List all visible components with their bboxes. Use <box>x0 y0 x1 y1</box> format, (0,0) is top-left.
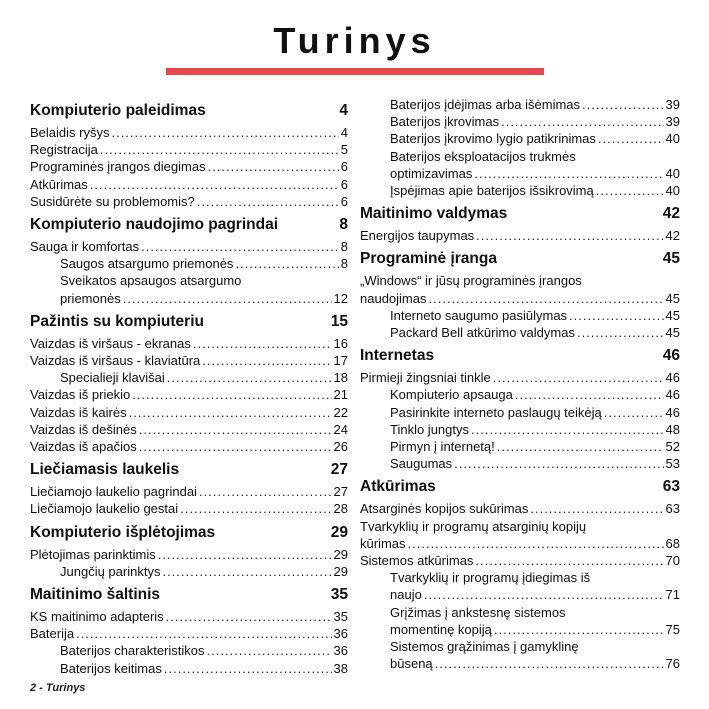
toc-entry[interactable] <box>30 176 348 193</box>
dot-leader <box>139 421 332 438</box>
toc-entry-page: 46 <box>665 387 680 403</box>
toc-entry-page: 48 <box>665 421 680 437</box>
toc-entry-page: 45 <box>665 307 680 323</box>
toc-entry-page: 17 <box>333 353 348 369</box>
toc-section-heading[interactable] <box>30 524 348 546</box>
toc-section-heading[interactable] <box>360 347 680 369</box>
dot-leader <box>202 352 331 369</box>
toc-entry-title: Liečiamojo laukelio pagrindai <box>30 484 197 500</box>
toc-section <box>30 313 348 455</box>
dot-leader <box>208 158 339 175</box>
section-heading-page: 27 <box>330 461 348 479</box>
toc-section <box>30 216 348 307</box>
toc-entry[interactable] <box>360 130 680 147</box>
toc-entry-title: Vaizdas iš viršaus - klaviatūra <box>30 353 201 369</box>
toc-entry-page: 8 <box>340 256 348 272</box>
toc-entry-title: Vaizdas iš apačios <box>30 439 137 455</box>
toc-entry-page: 26 <box>333 439 348 455</box>
toc-entry-title: Specialieji klavišai <box>60 370 165 386</box>
dot-leader <box>123 290 332 307</box>
dot-leader <box>235 255 338 272</box>
toc-entry-title: Susidūrėte su problemomis? <box>30 193 195 209</box>
toc-section-heading[interactable] <box>30 313 348 335</box>
toc-entry[interactable] <box>30 335 348 352</box>
toc-entry-title: priemonės <box>60 290 121 306</box>
toc-entry[interactable] <box>360 369 680 386</box>
toc-entry-page: 40 <box>665 131 680 147</box>
dot-leader <box>100 141 339 158</box>
dot-leader <box>474 165 663 182</box>
toc-entry-page: 36 <box>333 643 348 659</box>
toc-entry-page: 35 <box>333 609 348 625</box>
section-heading-title: Internetas <box>360 347 435 365</box>
section-heading-title: Programinė įranga <box>360 250 497 268</box>
toc-entry-title: Plėtojimas parinktimis <box>30 546 156 562</box>
page-title: Turinys <box>273 20 436 61</box>
section-heading-title: Kompiuterio išplėtojimas <box>30 523 216 541</box>
toc-entry-page: 36 <box>333 626 348 642</box>
dot-leader <box>132 386 331 403</box>
toc-section <box>360 250 680 341</box>
dot-leader <box>530 500 663 517</box>
toc-entry[interactable] <box>360 638 680 672</box>
toc-entry[interactable] <box>30 563 348 580</box>
toc-entry-title: Pasirinkite interneto paslaugų teikėją <box>390 404 602 420</box>
page-footer: 2 - Turinys <box>30 682 86 694</box>
toc-entry[interactable] <box>360 182 680 199</box>
toc-entry-title-line: Sistemos grąžinimas į gamyklinę <box>390 639 579 655</box>
toc-section-heading[interactable] <box>30 461 348 483</box>
toc-section-continuation <box>360 96 680 199</box>
section-heading-page: 63 <box>662 478 680 496</box>
dot-leader <box>493 369 664 386</box>
toc-entry-page: 27 <box>333 484 348 500</box>
dot-leader <box>515 386 664 403</box>
toc-entry[interactable] <box>30 255 348 272</box>
section-heading-title: Kompiuterio paleidimas <box>30 102 206 119</box>
section-heading-page: 15 <box>330 312 348 330</box>
toc-entry[interactable] <box>360 307 680 324</box>
toc-entry-page: 6 <box>340 159 348 175</box>
toc-entry-page: 16 <box>333 335 348 351</box>
toc-entry[interactable] <box>360 113 680 130</box>
dot-leader <box>90 176 339 193</box>
toc-entry-title: Liečiamojo laukelio gestai <box>30 501 179 517</box>
dot-leader <box>193 335 332 352</box>
section-heading-page: 46 <box>662 347 680 365</box>
dot-leader <box>207 642 332 659</box>
toc-entry-page: 42 <box>665 228 680 244</box>
toc-entry-title: Atkūrimas <box>30 176 88 192</box>
dot-leader <box>569 307 663 324</box>
toc-section-heading[interactable] <box>30 586 348 608</box>
toc-entry[interactable] <box>30 483 348 500</box>
toc-entry[interactable] <box>30 386 348 403</box>
toc-entry-page: 39 <box>665 97 680 112</box>
toc-left-column <box>30 98 348 683</box>
dot-leader <box>604 404 664 421</box>
toc-entry[interactable] <box>30 500 348 517</box>
toc-entry-page: 18 <box>333 370 348 386</box>
toc-entry[interactable] <box>30 608 348 625</box>
toc-entry-page: 24 <box>333 421 348 437</box>
toc-entry-page: 71 <box>665 587 680 603</box>
dot-leader <box>497 438 664 455</box>
section-heading-page: 42 <box>662 205 680 223</box>
toc-entry[interactable] <box>360 421 680 438</box>
toc-entry-title: Sistemos atkūrimas <box>360 553 474 569</box>
toc-entry-title: momentinę kopiją <box>390 621 492 637</box>
toc-entry-page: 76 <box>665 656 680 672</box>
dot-leader <box>471 421 664 438</box>
toc-entry-title: Įspėjimas apie baterijos išsikrovimą <box>390 183 594 199</box>
dot-leader <box>180 500 331 517</box>
toc-entry-title: Programinės įrangos diegimas <box>30 159 206 175</box>
toc-entry-title: Baterijos įkrovimo lygio patikrinimas <box>390 131 596 147</box>
section-heading-title: Maitinimo valdymas <box>360 205 508 223</box>
dot-leader <box>596 182 664 199</box>
toc-entry[interactable] <box>360 455 680 472</box>
toc-entry[interactable] <box>30 193 348 210</box>
toc-entry[interactable] <box>30 369 348 386</box>
toc-entry-title: Kompiuterio apsauga <box>390 387 513 403</box>
dot-leader <box>429 290 664 307</box>
toc-entry-page: 45 <box>665 290 680 306</box>
toc-entry-page: 21 <box>333 387 348 403</box>
toc-entry-title: Belaidis ryšys <box>30 125 110 140</box>
toc-entry-page: 75 <box>665 621 680 637</box>
toc-entry-page: 29 <box>333 563 348 579</box>
toc-entry-title: Registracija <box>30 142 98 158</box>
toc-entry-page: 45 <box>665 325 680 341</box>
toc-entry[interactable] <box>30 352 348 369</box>
dot-leader <box>111 124 338 141</box>
toc-entry-page: 22 <box>333 404 348 420</box>
dot-leader <box>167 369 332 386</box>
toc-entry-title: KS maitinimo adapteris <box>30 609 164 625</box>
toc-entry-page: 39 <box>665 114 680 130</box>
section-heading-page: 35 <box>330 586 348 604</box>
toc-entry-title: Tinklo jungtys <box>390 421 469 437</box>
toc-entry-page: 70 <box>665 553 680 569</box>
toc-entry-title: Sauga ir komfortas <box>30 239 140 255</box>
toc-entry-page: 40 <box>665 183 680 199</box>
toc-entry-page: 6 <box>340 193 348 209</box>
dot-leader <box>76 625 331 642</box>
dot-leader <box>197 193 339 210</box>
toc-entry-page: 8 <box>340 239 348 255</box>
toc-entry[interactable] <box>360 438 680 455</box>
toc-entry-page: 63 <box>665 501 680 517</box>
toc-entry-title: Saugos atsargumo priemonės <box>60 256 234 272</box>
dot-leader <box>158 546 332 563</box>
toc-entry[interactable] <box>30 404 348 421</box>
toc-entry-title: Vaizdas iš dešinės <box>30 421 137 437</box>
section-heading-title: Atkūrimas <box>360 478 436 496</box>
toc-entry[interactable] <box>360 386 680 403</box>
toc-section-heading[interactable] <box>360 478 680 500</box>
toc-entry-title: optimizavimas <box>390 165 473 181</box>
toc-entry[interactable] <box>30 238 348 255</box>
toc-entry-title: Vaizdas iš kairės <box>30 404 127 420</box>
dot-leader <box>129 404 332 421</box>
toc-entry-title: Atsarginės kopijos sukūrimas <box>360 501 529 517</box>
section-heading-title: Kompiuterio naudojimo pagrindai <box>30 216 278 234</box>
toc-entry[interactable] <box>360 604 680 638</box>
toc-entry-page: 28 <box>333 501 348 517</box>
toc-entry-title: Baterijos charakteristikos <box>60 643 205 659</box>
toc-section <box>360 478 680 672</box>
toc-section-heading[interactable] <box>30 216 348 238</box>
dot-leader <box>501 113 663 130</box>
toc-right-column <box>360 98 680 678</box>
toc-entry-title: Pirmyn į internetą! <box>390 439 495 455</box>
toc-entry[interactable] <box>360 148 680 182</box>
toc-section <box>360 205 680 244</box>
section-heading-title: Maitinimo šaltinis <box>30 586 161 604</box>
toc-entry[interactable] <box>30 141 348 158</box>
dot-leader <box>435 655 664 672</box>
dot-leader <box>476 227 663 244</box>
toc-entry[interactable] <box>30 421 348 438</box>
dot-leader <box>164 660 332 677</box>
toc-entry-title: Energijos taupymas <box>360 228 475 244</box>
title-underline-bar <box>166 68 544 75</box>
toc-entry-page: 5 <box>340 142 348 158</box>
toc-entry-page: 52 <box>665 439 680 455</box>
toc-entry-title-line: Sveikatos apsaugos atsargumo <box>60 273 242 289</box>
section-heading-page: 45 <box>662 250 680 268</box>
toc-entry[interactable] <box>360 552 680 569</box>
toc-entry-title: Baterija <box>30 626 75 642</box>
toc-entry-page: 12 <box>333 290 348 306</box>
toc-entry[interactable] <box>30 438 348 455</box>
toc-entry[interactable] <box>30 660 348 677</box>
toc-entry-title-line: „Windows“ ir jūsų programinės įrangos <box>360 273 582 289</box>
toc-entry-page: 40 <box>665 165 680 181</box>
toc-section-heading[interactable] <box>360 205 680 227</box>
toc-entry-page: 53 <box>665 456 680 472</box>
toc-entry-page: 6 <box>340 176 348 192</box>
toc-entry[interactable] <box>30 124 348 141</box>
toc-entry-title: Baterijos įdėjimas arba išėmimas <box>390 97 581 112</box>
dot-leader <box>141 238 339 255</box>
dot-leader <box>166 608 332 625</box>
toc-entry[interactable] <box>360 272 680 306</box>
toc-entry-title: Vaizdas iš priekio <box>30 387 131 403</box>
toc-entry-page: 46 <box>665 370 680 386</box>
dot-leader <box>139 438 332 455</box>
dot-leader <box>199 483 332 500</box>
toc-entry-page: 38 <box>333 660 348 676</box>
toc-entry-title: Pirmieji žingsniai tinkle <box>360 370 491 386</box>
section-heading-page: 29 <box>330 523 348 541</box>
toc-entry[interactable] <box>30 625 348 642</box>
toc-section-heading[interactable] <box>360 250 680 272</box>
toc-entry-title: Saugumas <box>390 456 453 472</box>
dot-leader <box>162 563 331 580</box>
toc-section <box>30 102 348 210</box>
toc-entry-title-line: Baterijos eksploatacijos trukmės <box>390 148 576 164</box>
dot-leader <box>475 552 663 569</box>
toc-entry[interactable] <box>30 272 348 306</box>
section-heading-title: Pažintis su kompiuteriu <box>30 312 204 330</box>
toc-section <box>30 461 348 517</box>
toc-entry-title-line: Tvarkyklių ir programų atsarginių kopijų <box>360 518 587 534</box>
toc-entry[interactable] <box>30 642 348 659</box>
section-heading-title: Liečiamasis laukelis <box>30 461 180 479</box>
toc-entry[interactable] <box>30 546 348 563</box>
dot-leader <box>424 586 664 603</box>
toc-entry[interactable] <box>360 324 680 341</box>
toc-section <box>360 347 680 472</box>
toc-entry-title: Vaizdas iš viršaus - ekranas <box>30 335 191 351</box>
toc-entry[interactable] <box>30 158 348 175</box>
toc-entry-page: 68 <box>665 535 680 551</box>
dot-leader <box>494 621 664 638</box>
toc-entry-title: kūrimas <box>360 535 406 551</box>
toc-section <box>30 586 348 677</box>
dot-leader <box>582 96 664 113</box>
toc-entry-title: būseną <box>390 656 433 672</box>
dot-leader <box>454 455 663 472</box>
toc-entry-page: 29 <box>333 546 348 562</box>
toc-entry[interactable] <box>360 569 680 603</box>
toc-entry-title: Baterijos įkrovimas <box>390 114 500 130</box>
toc-entry[interactable] <box>360 227 680 244</box>
toc-entry-page: 4 <box>340 125 348 140</box>
dot-leader <box>577 324 664 341</box>
dot-leader <box>408 535 664 552</box>
toc-entry[interactable] <box>360 500 680 517</box>
toc-entry[interactable] <box>360 96 680 113</box>
toc-entry-title-line: Grįžimas į ankstesnę sistemos <box>390 604 566 620</box>
toc-entry-title: naujo <box>390 587 422 603</box>
toc-section-heading[interactable] <box>30 102 348 124</box>
dot-leader <box>598 130 664 147</box>
toc-entry-title: Baterijos keitimas <box>60 660 162 676</box>
section-heading-page: 4 <box>339 102 348 119</box>
toc-entry[interactable] <box>360 404 680 421</box>
section-heading-page: 8 <box>339 216 348 234</box>
toc-entry[interactable] <box>360 518 680 552</box>
toc-entry-page: 46 <box>665 404 680 420</box>
toc-section <box>30 524 348 580</box>
toc-entry-title: Packard Bell atkūrimo valdymas <box>390 325 575 341</box>
toc-entry-title: naudojimas <box>360 290 427 306</box>
toc-entry-title: Jungčių parinktys <box>60 563 161 579</box>
toc-entry-title-line: Tvarkyklių ir programų įdiegimas iš <box>390 570 591 586</box>
toc-entry-title: Interneto saugumo pasiūlymas <box>390 307 568 323</box>
